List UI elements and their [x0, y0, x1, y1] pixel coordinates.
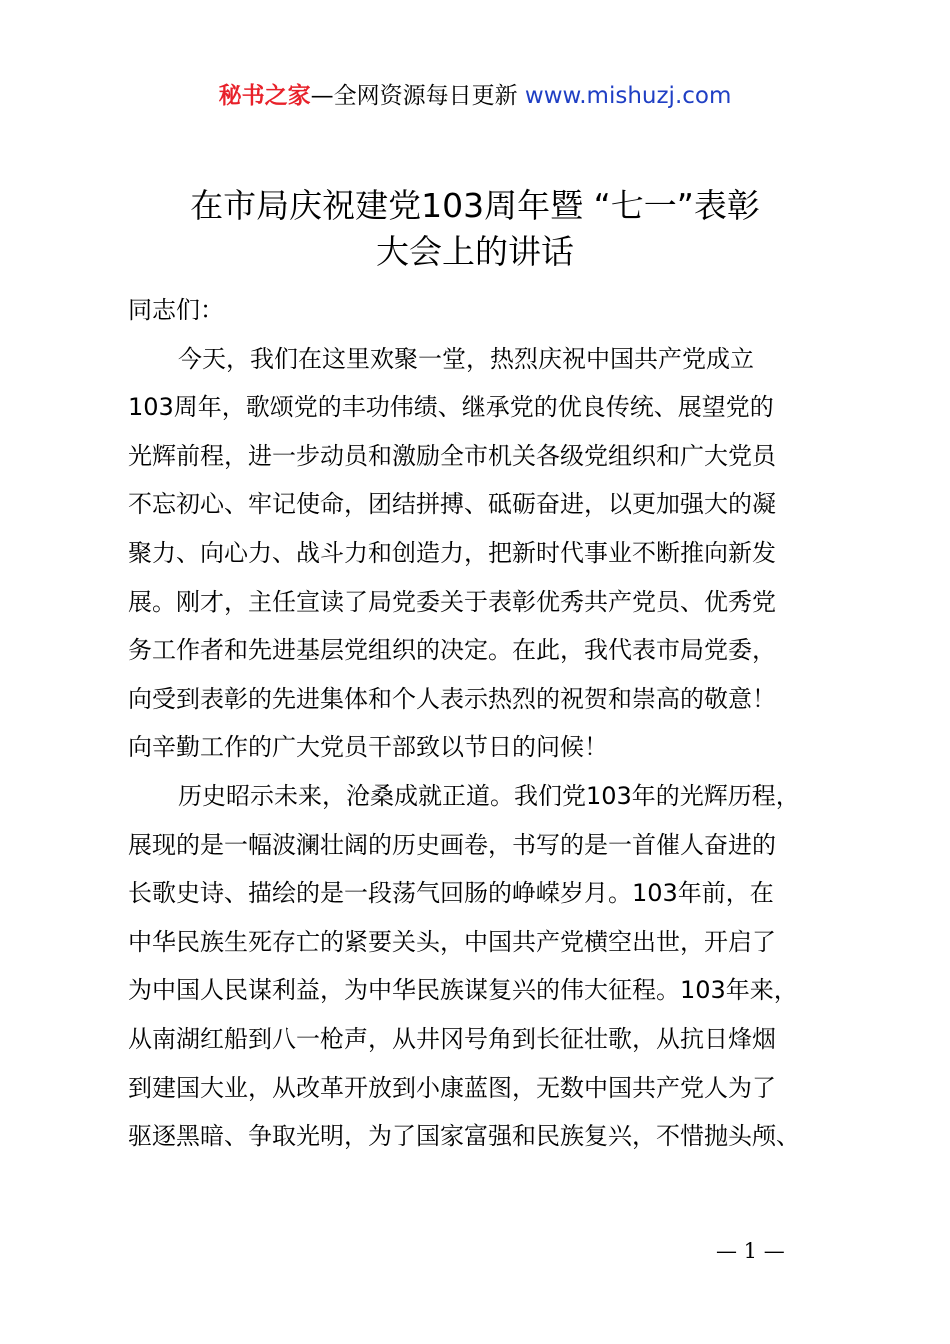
- body-line: 103周年，歌颂党的丰功伟绩、继承党的优良传统、展望党的: [128, 393, 774, 422]
- body-line: 长歌史诗、描绘的是一段荡气回肠的峥嵘岁月。103年前，在: [128, 879, 774, 908]
- body-line: 历史昭示未来，沧桑成就正道。我们党103年的光辉历程，: [178, 781, 800, 810]
- salutation: 同志们：: [128, 296, 224, 324]
- body-line: 光辉前程，进一步动员和激励全市机关各级党组织和广大党员: [128, 441, 776, 470]
- document-title: [0, 183, 950, 275]
- body-line: 不忘初心、牢记使命，团结拼搏、砥砺奋进，以更加强大的凝: [128, 490, 776, 519]
- document-body: [128, 286, 868, 1161]
- page-number: — 1 —: [716, 1239, 785, 1263]
- body-line: 到建国大业，从改革开放到小康蓝图，无数中国共产党人为了: [128, 1073, 776, 1102]
- body-line: 聚力、向心力、战斗力和创造力，把新时代事业不断推向新发: [128, 538, 776, 567]
- title-line-1: 在市局庆祝建党103周年暨 “七一”表彰: [190, 186, 760, 225]
- body-line: 为中国人民谋利益，为中华民族谋复兴的伟大征程。103年来，: [128, 976, 798, 1005]
- site-tagline: —全网资源每日更新: [310, 83, 518, 109]
- body-line: 向受到表彰的先进集体和个人表示热烈的祝贺和崇高的敬意！: [128, 684, 776, 713]
- body-line: 从南湖红船到八一枪声，从井冈号角到长征壮歌，从抗日烽烟: [128, 1024, 776, 1053]
- body-line: 展。刚才，主任宣读了局党委关于表彰优秀共产党员、优秀党: [128, 587, 776, 616]
- site-url-link[interactable]: www.mishuzj.com: [524, 83, 732, 109]
- body-line: 务工作者和先进基层党组织的决定。在此，我代表市局党委，: [128, 636, 776, 665]
- body-line: 今天，我们在这里欢聚一堂，热烈庆祝中国共产党成立: [178, 344, 754, 373]
- body-line: 向辛勤工作的广大党员干部致以节日的问候！: [128, 733, 608, 762]
- title-line-2: 大会上的讲话: [376, 232, 574, 271]
- site-brand: 秘书之家: [218, 83, 311, 109]
- body-line: 驱逐黑暗、争取光明，为了国家富强和民族复兴，不惜抛头颅、: [128, 1122, 800, 1151]
- body-line: 展现的是一幅波澜壮阔的历史画卷，书写的是一首催人奋进的: [128, 830, 776, 859]
- body-line: 中华民族生死存亡的紧要关头，中国共产党横空出世，开启了: [128, 927, 776, 956]
- site-header: [0, 80, 950, 112]
